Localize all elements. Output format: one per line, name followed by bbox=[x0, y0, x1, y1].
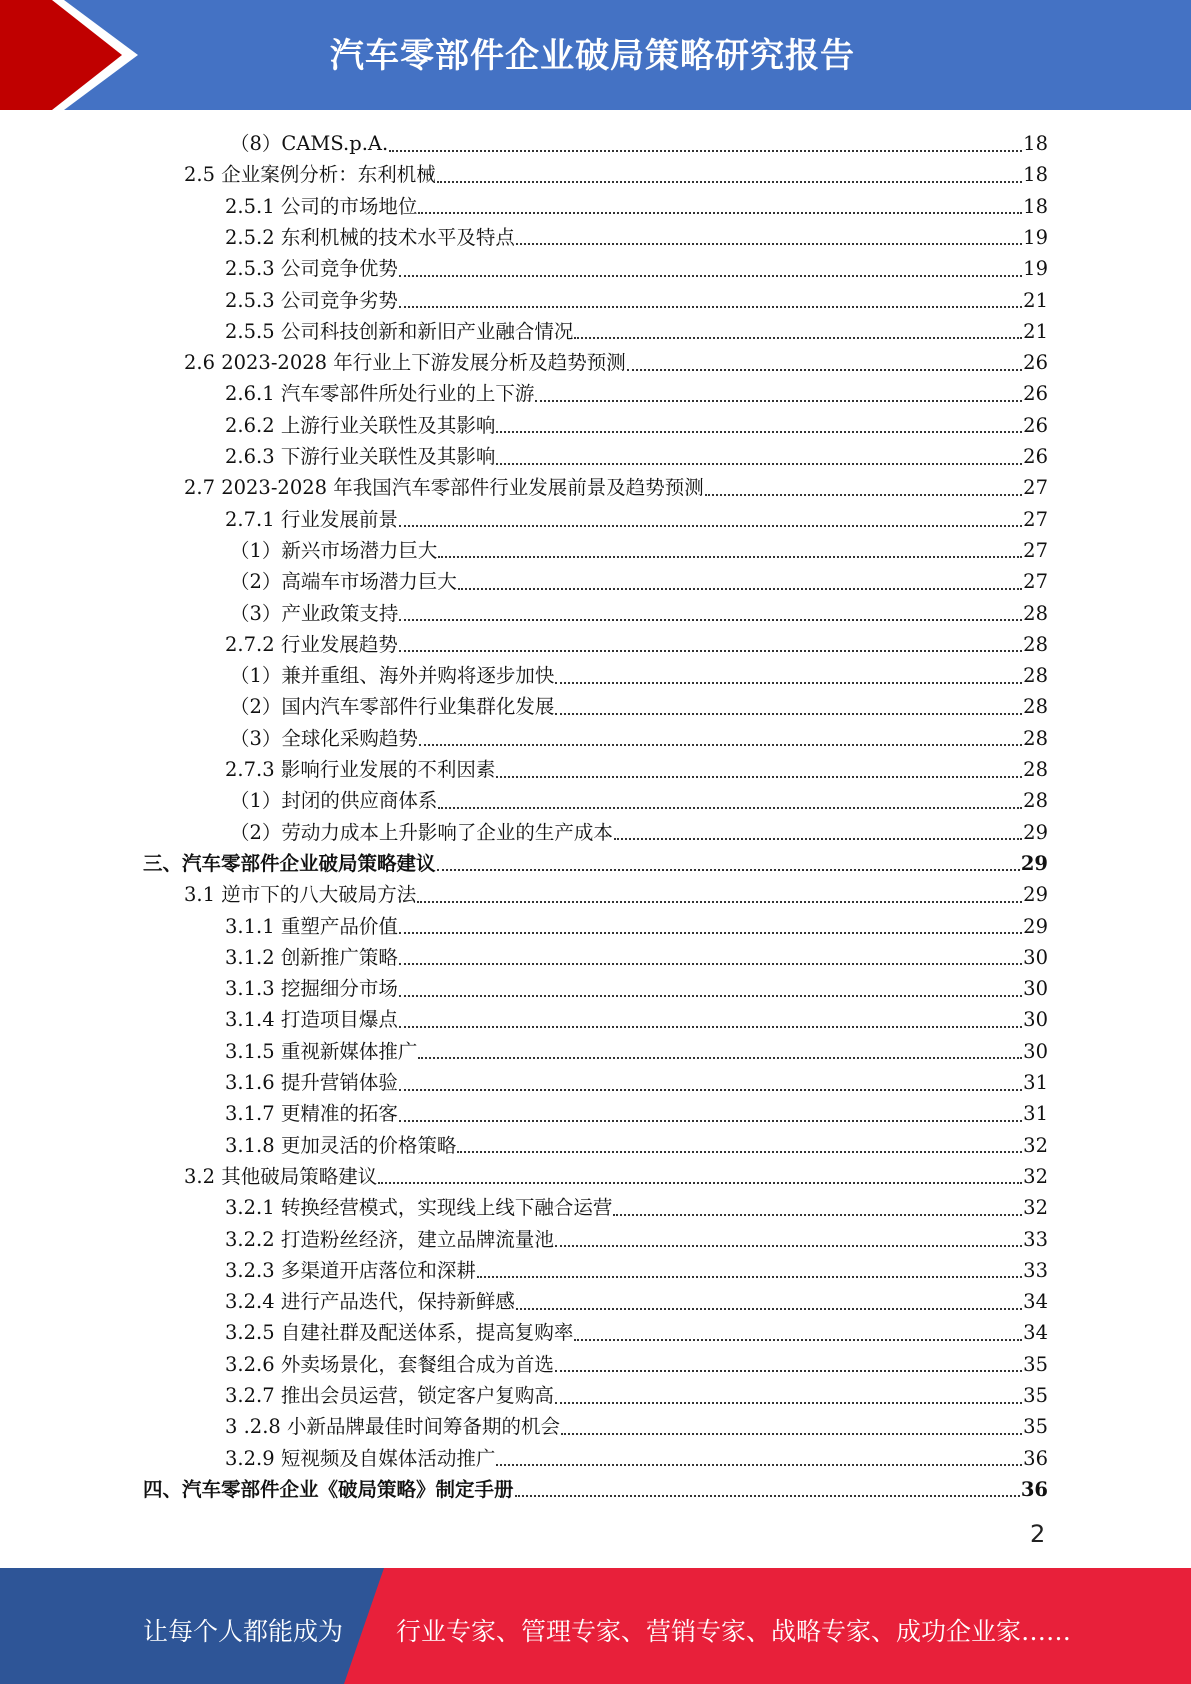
toc-entry-label: （2）高端车市场潜力巨大 bbox=[230, 570, 457, 594]
toc-entry-page: 18 bbox=[1023, 194, 1048, 218]
toc-entry-label: 2.7 2023-2028 年我国汽车零部件行业发展前景及趋势预测 bbox=[184, 476, 704, 500]
toc-entry[interactable] bbox=[230, 128, 1048, 159]
toc-leader-dots bbox=[614, 838, 1022, 840]
toc-leader-dots bbox=[418, 1057, 1022, 1059]
toc-leader-dots bbox=[438, 556, 1022, 558]
toc-entry-label: 2.7.3 影响行业发展的不利因素 bbox=[225, 758, 496, 781]
toc-leader-dots bbox=[516, 243, 1022, 245]
toc-entry-label: 3.2.4 进行产品迭代，保持新鲜感 bbox=[225, 1290, 515, 1314]
toc-entry-label: 3.1.7 更精准的拓客 bbox=[225, 1102, 398, 1126]
toc-entry[interactable] bbox=[225, 285, 1048, 316]
toc-entry-label: 3.2.2 打造粉丝经济，建立品牌流量池 bbox=[225, 1227, 554, 1251]
toc-entry-label: 2.5.2 东利机械的技术水平及特点 bbox=[225, 225, 515, 249]
toc-entry-page: 34 bbox=[1023, 1290, 1048, 1314]
toc-entry-page: 32 bbox=[1023, 1133, 1048, 1157]
toc-entry-page: 27 bbox=[1023, 538, 1048, 562]
toc-entry[interactable] bbox=[225, 1317, 1048, 1348]
toc-entry-page: 30 bbox=[1023, 1008, 1048, 1032]
toc-leader-dots bbox=[399, 650, 1022, 652]
toc-entry[interactable] bbox=[225, 1067, 1048, 1098]
toc-leader-dots bbox=[555, 1402, 1022, 1404]
toc-leader-dots bbox=[399, 275, 1022, 277]
toc-entry-page: 30 bbox=[1023, 1039, 1048, 1063]
toc-leader-dots bbox=[627, 369, 1022, 371]
toc-leader-dots bbox=[399, 619, 1022, 621]
toc-leader-dots bbox=[378, 1182, 1022, 1184]
toc-entry-page: 29 bbox=[1020, 851, 1048, 875]
toc-entry-page: 27 bbox=[1023, 476, 1048, 500]
report-title: 汽车零部件企业破局策略研究报告 bbox=[330, 36, 855, 76]
toc-entry[interactable] bbox=[225, 378, 1048, 409]
toc-leader-dots bbox=[399, 932, 1022, 934]
toc-entry-label: 三、汽车零部件企业破局策略建议 bbox=[143, 851, 436, 875]
toc-entry-label: 2.5 企业案例分析：东利机械 bbox=[184, 163, 436, 187]
toc-leader-dots bbox=[438, 807, 1022, 809]
toc-entry[interactable] bbox=[230, 598, 1048, 629]
toc-leader-dots bbox=[418, 212, 1022, 214]
page-footer bbox=[0, 1568, 1191, 1684]
toc-leader-dots bbox=[399, 995, 1022, 997]
toc-entry-page: 31 bbox=[1023, 1071, 1048, 1094]
toc-entry-page: 36 bbox=[1023, 1446, 1048, 1470]
toc-entry[interactable] bbox=[225, 253, 1048, 284]
toc-entry-page: 19 bbox=[1023, 225, 1048, 249]
toc-entry-label: 2.7.1 行业发展前景 bbox=[225, 507, 398, 531]
toc-entry-page: 18 bbox=[1023, 132, 1048, 155]
toc-entry-label: 2.6.1 汽车零部件所处行业的上下游 bbox=[225, 382, 535, 406]
toc-entry-page: 28 bbox=[1023, 726, 1048, 750]
toc-entry[interactable] bbox=[225, 1255, 1048, 1286]
toc-leader-dots bbox=[437, 181, 1022, 183]
toc-entry-page: 21 bbox=[1023, 288, 1048, 312]
toc-entry[interactable] bbox=[225, 316, 1048, 347]
toc-entry-page: 32 bbox=[1023, 1164, 1048, 1188]
toc-entry[interactable] bbox=[225, 1192, 1048, 1223]
toc-entry[interactable] bbox=[225, 1411, 1048, 1442]
toc-leader-dots bbox=[399, 963, 1022, 965]
toc-entry-label: 3.1.3 挖掘细分市场 bbox=[225, 977, 398, 1001]
toc-entry[interactable] bbox=[225, 1286, 1048, 1317]
toc-entry[interactable] bbox=[143, 848, 1048, 879]
toc-entry-page: 35 bbox=[1023, 1384, 1048, 1407]
toc-leader-dots bbox=[516, 1308, 1022, 1310]
toc-leader-dots bbox=[399, 1089, 1022, 1091]
toc-leader-dots bbox=[496, 1464, 1022, 1466]
toc-entry-page: 33 bbox=[1023, 1258, 1048, 1282]
toc-entry-page: 34 bbox=[1023, 1321, 1048, 1345]
footer-slogan-left: 让每个人都能成为 bbox=[143, 1617, 344, 1646]
toc-leader-dots bbox=[555, 1370, 1022, 1372]
toc-entry-label: 3.1 逆市下的八大破局方法 bbox=[184, 883, 417, 907]
toc-entry-label: 3.1.1 重塑产品价值 bbox=[225, 914, 398, 938]
toc-entry[interactable] bbox=[225, 973, 1048, 1004]
toc-entry-label: （2）国内汽车零部件行业集群化发展 bbox=[230, 695, 555, 719]
toc-entry-page: 26 bbox=[1023, 445, 1048, 468]
toc-entry-label: 2.5.3 公司竞争优势 bbox=[225, 257, 398, 281]
toc-entry-label: （1）兼并重组、海外并购将逐步加快 bbox=[230, 664, 555, 688]
toc-entry[interactable] bbox=[225, 911, 1048, 942]
toc-leader-dots bbox=[555, 1245, 1022, 1247]
toc-entry-page: 27 bbox=[1023, 507, 1048, 531]
toc-entry-label: 3.1.2 创新推广策略 bbox=[225, 945, 398, 969]
toc-entry-label: 3.2.9 短视频及自媒体活动推广 bbox=[225, 1446, 496, 1470]
toc-entry-label: 2.5.5 公司科技创新和新旧产业融合情况 bbox=[225, 319, 574, 343]
toc-leader-dots bbox=[555, 682, 1022, 684]
toc-entry-page: 19 bbox=[1023, 257, 1048, 281]
toc-entry[interactable] bbox=[225, 222, 1048, 253]
toc-leader-dots bbox=[515, 1495, 1020, 1497]
toc-leader-dots bbox=[574, 1339, 1022, 1341]
toc-entry-page: 26 bbox=[1023, 351, 1048, 375]
toc-entry[interactable] bbox=[184, 347, 1048, 378]
toc-leader-dots bbox=[496, 776, 1022, 778]
toc-entry[interactable] bbox=[230, 723, 1048, 754]
toc-leader-dots bbox=[457, 1151, 1022, 1153]
toc-entry[interactable] bbox=[230, 817, 1048, 848]
toc-entry-page: 28 bbox=[1023, 601, 1048, 625]
toc-entry[interactable] bbox=[225, 504, 1048, 535]
toc-entry[interactable] bbox=[225, 1004, 1048, 1035]
toc-entry-label: 2.5.1 公司的市场地位 bbox=[225, 194, 418, 218]
toc-entry-page: 30 bbox=[1023, 977, 1048, 1001]
toc-entry-page: 28 bbox=[1023, 695, 1048, 719]
toc-entry-label: 2.7.2 行业发展趋势 bbox=[225, 632, 398, 656]
toc-entry-label: 3.2.6 外卖场景化，套餐组合成为首选 bbox=[225, 1352, 554, 1376]
red-chevron-icon bbox=[0, 0, 160, 110]
toc-leader-dots bbox=[561, 1433, 1022, 1435]
page-number: 2 bbox=[1030, 1520, 1046, 1548]
toc-leader-dots bbox=[399, 1120, 1022, 1122]
toc-entry-page: 28 bbox=[1023, 632, 1048, 656]
toc-entry-label: 3.2 其他破局策略建议 bbox=[184, 1164, 378, 1188]
toc-leader-dots bbox=[496, 463, 1022, 465]
toc-entry[interactable] bbox=[225, 441, 1048, 472]
toc-leader-dots bbox=[496, 431, 1022, 433]
toc-leader-dots bbox=[574, 337, 1022, 339]
toc-entry[interactable] bbox=[225, 1443, 1048, 1474]
toc-leader-dots bbox=[613, 1214, 1022, 1216]
toc-entry-page: 35 bbox=[1023, 1352, 1048, 1376]
toc-entry-page: 21 bbox=[1023, 319, 1048, 343]
toc-leader-dots bbox=[417, 901, 1022, 903]
toc-entry-page: 18 bbox=[1023, 163, 1048, 187]
toc-entry-page: 29 bbox=[1023, 883, 1048, 907]
toc-entry-page: 35 bbox=[1023, 1415, 1048, 1439]
toc-entry-page: 27 bbox=[1023, 570, 1048, 594]
toc-entry-label: 3.1.4 打造项目爆点 bbox=[225, 1008, 398, 1032]
toc-entry-page: 36 bbox=[1020, 1477, 1048, 1501]
toc-leader-dots bbox=[399, 306, 1022, 308]
toc-entry[interactable] bbox=[225, 754, 1048, 785]
toc-entry[interactable] bbox=[225, 1380, 1048, 1411]
toc-entry-page: 26 bbox=[1023, 382, 1048, 406]
toc-entry-page: 26 bbox=[1023, 413, 1048, 437]
toc-leader-dots bbox=[419, 744, 1022, 746]
toc-leader-dots bbox=[399, 1026, 1022, 1028]
toc-entry[interactable] bbox=[225, 1130, 1048, 1161]
toc-leader-dots bbox=[389, 150, 1022, 152]
toc-entry-label: 3.1.8 更加灵活的价格策略 bbox=[225, 1133, 457, 1157]
toc-entry-page: 32 bbox=[1023, 1196, 1048, 1220]
toc-entry[interactable] bbox=[230, 691, 1048, 722]
toc-leader-dots bbox=[555, 713, 1022, 715]
toc-entry-label: （1）新兴市场潜力巨大 bbox=[230, 538, 438, 562]
toc-entry[interactable] bbox=[143, 1474, 1048, 1505]
toc-leader-dots bbox=[477, 1276, 1022, 1278]
toc-entry-label: 3.2.5 自建社群及配送体系，提高复购率 bbox=[225, 1321, 574, 1345]
toc-entry[interactable] bbox=[230, 566, 1048, 597]
toc-entry-label: （1）封闭的供应商体系 bbox=[230, 789, 438, 813]
toc-entry[interactable] bbox=[225, 410, 1048, 441]
toc-entry-label: 四、汽车零部件企业《破局策略》制定手册 bbox=[143, 1477, 514, 1501]
toc-entry-label: 3.1.5 重视新媒体推广 bbox=[225, 1039, 418, 1063]
toc-entry-page: 29 bbox=[1023, 820, 1048, 844]
toc-entry[interactable] bbox=[225, 1349, 1048, 1380]
toc-entry-page: 28 bbox=[1023, 758, 1048, 781]
toc-entry[interactable] bbox=[225, 1098, 1048, 1129]
toc-entry-label: 2.6.3 下游行业关联性及其影响 bbox=[225, 445, 496, 468]
toc-entry-page: 31 bbox=[1023, 1102, 1048, 1126]
toc-entry-page: 30 bbox=[1023, 945, 1048, 969]
toc-entry-label: （3）产业政策支持 bbox=[230, 601, 399, 625]
toc-entry[interactable] bbox=[230, 785, 1048, 816]
toc-entry-label: 2.6 2023-2028 年行业上下游发展分析及趋势预测 bbox=[184, 351, 626, 375]
toc-entry-label: 2.5.3 公司竞争劣势 bbox=[225, 288, 398, 312]
toc-entry-page: 28 bbox=[1023, 664, 1048, 688]
toc-entry-label: 3.2.1 转换经营模式，实现线上线下融合运营 bbox=[225, 1196, 613, 1220]
toc-entry-label: 3.2.7 推出会员运营，锁定客户复购高 bbox=[225, 1384, 554, 1407]
toc-entry[interactable] bbox=[225, 629, 1048, 660]
toc-entry-label: 3.1.6 提升营销体验 bbox=[225, 1071, 398, 1094]
toc-entry-label: 2.6.2 上游行业关联性及其影响 bbox=[225, 413, 496, 437]
toc-entry-label: 3 .2.8 小新品牌最佳时间筹备期的机会 bbox=[225, 1415, 561, 1439]
toc-entry[interactable] bbox=[184, 159, 1048, 190]
toc-entry-page: 28 bbox=[1023, 789, 1048, 813]
toc-leader-dots bbox=[535, 400, 1022, 402]
toc-entry[interactable] bbox=[184, 1161, 1048, 1192]
toc-entry[interactable] bbox=[225, 1036, 1048, 1067]
toc-entry-page: 33 bbox=[1023, 1227, 1048, 1251]
toc-leader-dots bbox=[437, 869, 1020, 871]
toc-entry[interactable] bbox=[230, 535, 1048, 566]
toc-entry-label: （2）劳动力成本上升影响了企业的生产成本 bbox=[230, 820, 613, 844]
toc-entry-label: 3.2.3 多渠道开店落位和深耕 bbox=[225, 1258, 476, 1282]
toc-entry-page: 29 bbox=[1023, 914, 1048, 938]
toc-entry-label: （8）CAMS.p.A. bbox=[230, 132, 389, 155]
toc-entry[interactable] bbox=[225, 942, 1048, 973]
toc-leader-dots bbox=[458, 588, 1022, 590]
toc-entry[interactable] bbox=[184, 472, 1048, 503]
toc-leader-dots bbox=[399, 525, 1022, 527]
toc-leader-dots bbox=[705, 494, 1022, 496]
toc-entry[interactable] bbox=[225, 191, 1048, 222]
toc-entry[interactable] bbox=[230, 660, 1048, 691]
toc-entry-label: （3）全球化采购趋势 bbox=[230, 726, 418, 750]
footer-slogan-right: 行业专家、管理专家、营销专家、战略专家、成功企业家…… bbox=[396, 1617, 1072, 1646]
toc-entry[interactable] bbox=[184, 879, 1048, 910]
page-header bbox=[0, 0, 1191, 110]
toc-entry[interactable] bbox=[225, 1224, 1048, 1255]
